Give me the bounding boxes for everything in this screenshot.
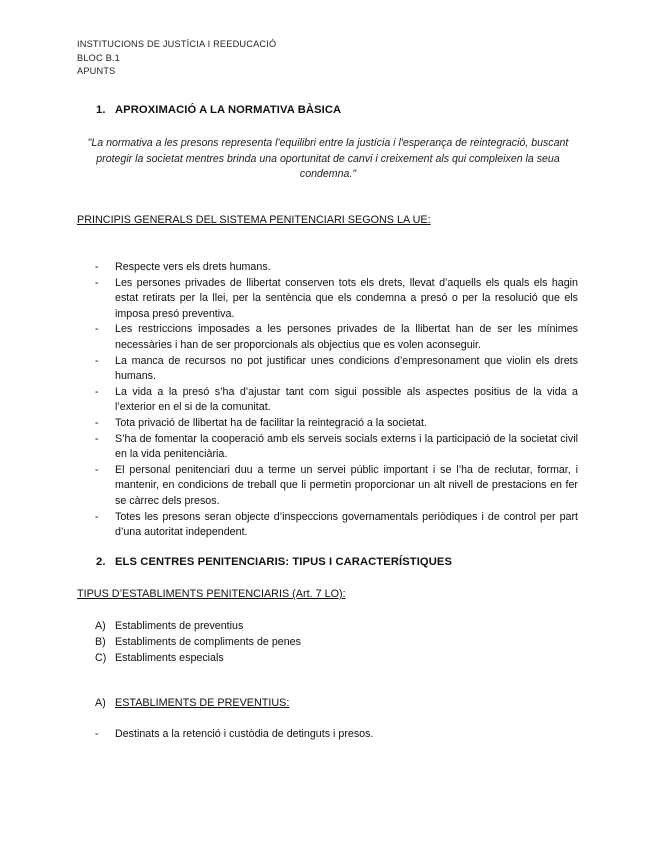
subsection-a-item-text: Destinats a la retenció i custòdia de detinguts i presos. bbox=[115, 728, 374, 740]
subsection-a-list bbox=[95, 727, 578, 743]
section-1-number: 1. bbox=[96, 104, 106, 116]
principles-heading: PRINCIPIS GENERALS DEL SISTEMA PENITENCIARI SEGONS LA UE: bbox=[77, 214, 431, 226]
header-institution: INSTITUCIONS DE JUSTÍCIA I REEDUCACIÓ bbox=[77, 39, 277, 49]
establishment-type-label: Establiments de preventius bbox=[115, 620, 244, 632]
principle-item bbox=[95, 354, 578, 385]
section-2-title: ELS CENTRES PENITENCIARIS: TIPUS I CARACTERÍSTIQUES bbox=[115, 556, 453, 568]
principle-item bbox=[95, 510, 578, 541]
establishment-type-label: Establiments especials bbox=[115, 652, 224, 664]
bullet-dash: - bbox=[95, 463, 99, 476]
principle-item bbox=[95, 432, 578, 463]
bullet-dash: - bbox=[95, 261, 99, 273]
principle-text: Les restriccions imposades a les persones privades de la llibertat han de ser les mínimes necessàries i han de ser proporcionals als objectius que es volen aconseguir. bbox=[115, 323, 578, 351]
section-2-number: 2. bbox=[96, 556, 106, 568]
principle-text: El personal penitenciari duu a terme un servei públic important i se l’ha de reclutar, formar, i mantenir, en condicions de treball que li permetin proporcionar un alt nivell de prestacions en fer se càrrec dels presos. bbox=[115, 463, 578, 507]
principle-text: S’ha de fomentar la cooperació amb els serveis socials externs i la participació de la societat civil en la vida penitenciària. bbox=[115, 432, 578, 461]
principle-item bbox=[95, 463, 578, 510]
principles-list bbox=[95, 260, 578, 541]
principle-item bbox=[95, 322, 578, 353]
bullet-dash: - bbox=[95, 432, 99, 445]
establishment-type-item bbox=[95, 650, 301, 666]
principle-item bbox=[95, 260, 578, 276]
establishment-type-item bbox=[95, 634, 301, 650]
section-2-heading bbox=[96, 556, 452, 568]
intro-quote: "La normativa a les presons representa l'equilibri entre la justícia i l'esperança de reintegració, buscant protegir la societat mentres brinda una oportunitat de canvi i creixement als qui compleixen la seua condemna." bbox=[87, 137, 569, 180]
principle-item bbox=[95, 416, 578, 432]
list-letter: B) bbox=[95, 636, 106, 648]
bullet-dash: - bbox=[95, 354, 99, 367]
section-1-title: APROXIMACIÓ A LA NORMATIVA BÀSICA bbox=[115, 104, 342, 116]
bullet-dash: - bbox=[95, 385, 99, 398]
bullet-dash: - bbox=[95, 510, 99, 523]
subsection-a-title: ESTABLIMENTS DE PREVENTIUS: bbox=[115, 697, 290, 709]
principle-item bbox=[95, 385, 578, 416]
document-header bbox=[77, 38, 276, 79]
bullet-dash: - bbox=[95, 323, 99, 336]
bullet-dash: - bbox=[95, 728, 99, 740]
principle-text: Tota privació de llibertat ha de facilitar la reintegració a la societat. bbox=[115, 416, 427, 429]
principle-text: Totes les presons seran objecte d’inspeccions governamentals periòdiques i de control per part d’una autoritat independent. bbox=[115, 510, 578, 539]
principle-text: Respecte vers els drets humans. bbox=[115, 261, 271, 273]
principle-text: La manca de recursos no pot justificar unes condicions d’empresonament que violin els drets humans. bbox=[115, 354, 578, 383]
list-letter: C) bbox=[95, 652, 107, 664]
principle-text: La vida a la presó s’ha d’ajustar tant com sigui possible als aspectes positius de la vida a l’exterior en el si de la comunitat. bbox=[115, 385, 578, 414]
establishment-type-label: Establiments de compliments de penes bbox=[115, 636, 301, 648]
header-notes: APUNTS bbox=[77, 66, 116, 76]
principle-text: Les persones privades de llibertat conserven tots els drets, llevat d’aquells els quals els hagin estat retirats per la llei, per la sentència que els condemna a presó o per la resolució que els imposa presó preventiva. bbox=[115, 276, 578, 320]
establishment-type-item bbox=[95, 618, 301, 634]
bullet-dash: - bbox=[95, 416, 99, 429]
list-letter: A) bbox=[95, 620, 106, 632]
subsection-a-item bbox=[95, 727, 578, 743]
principle-item bbox=[95, 276, 578, 323]
subsection-a-heading bbox=[95, 697, 289, 709]
subsection-a-letter: A) bbox=[95, 697, 106, 709]
establishment-types-heading: TIPUS D’ESTABLIMENTS PENITENCIARIS (Art. 7 LO): bbox=[77, 588, 346, 600]
header-block: BLOC B.1 bbox=[77, 52, 120, 63]
bullet-dash: - bbox=[95, 276, 99, 289]
establishment-types-list bbox=[95, 618, 301, 666]
section-1-heading bbox=[96, 104, 341, 116]
